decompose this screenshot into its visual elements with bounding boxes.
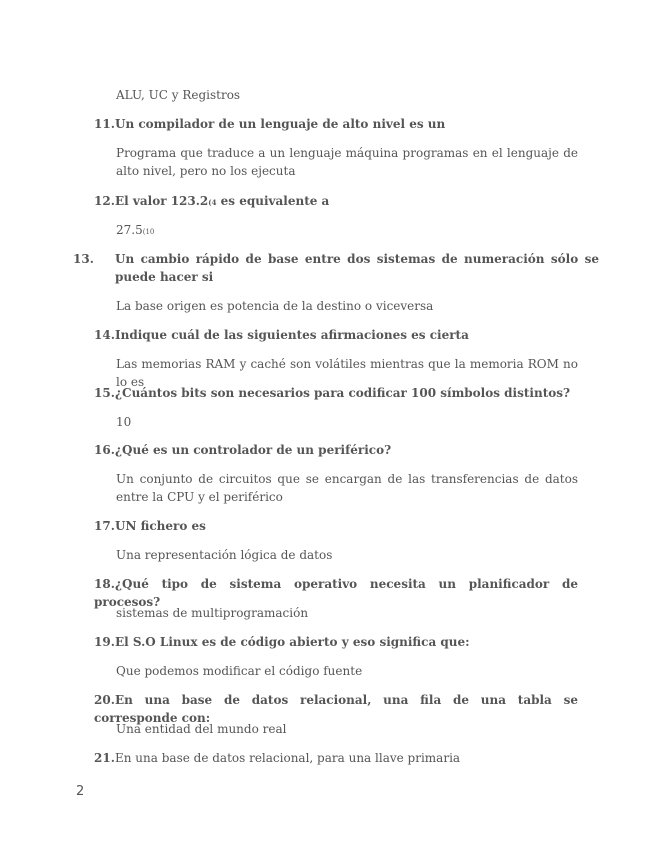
question-text: En una base de datos relacional, para una llave primaria <box>115 751 461 765</box>
answer-16: Un conjunto de circuitos que se encargan de las transferencias de datos entre la CPU y el periférico <box>116 472 578 504</box>
question-number: 15. <box>94 386 115 400</box>
question-text: Un cambio rápido de base entre dos sistemas de numeración sólo se puede hacer si <box>115 252 599 284</box>
question-text: UN fichero es <box>115 519 206 533</box>
question-number: 17. <box>94 519 115 533</box>
question-text: El valor 123.2 <box>115 194 209 208</box>
question-19 <box>94 633 578 651</box>
question-number: 12. <box>94 194 115 208</box>
question-13 <box>73 250 599 286</box>
answer-subscript: (10 <box>142 228 155 236</box>
answer-14: Las memorias RAM y caché son volátiles mientras que la memoria ROM no lo es <box>116 357 578 389</box>
question-number: 19. <box>94 635 115 649</box>
question-text: En una base de datos relacional, una fila de una tabla se corresponde con: <box>94 693 578 725</box>
question-subscript: (4 <box>208 198 217 207</box>
answer-20: Una entidad del mundo real <box>116 722 287 736</box>
question-number: 11. <box>94 117 115 131</box>
question-text: ¿Qué tipo de sistema operativo necesita un planificador de procesos? <box>94 577 578 609</box>
question-15 <box>94 384 578 402</box>
answer-17: Una representación lógica de datos <box>116 548 333 562</box>
answer-15: 10 <box>116 415 132 429</box>
question-14 <box>94 326 578 344</box>
answer-12 <box>116 221 578 241</box>
answer-13: La base origen es potencia de la destino o viceversa <box>116 299 434 313</box>
question-text: Indique cuál de las siguientes afirmaciones es cierta <box>115 328 469 342</box>
question-21 <box>94 749 578 767</box>
page-number: 2 <box>76 784 85 799</box>
answer-value: 27.5 <box>116 223 143 237</box>
answer-11: Programa que traduce a un lenguaje máquina programas en el lenguaje de alto nivel, pero no los ejecuta <box>116 146 578 178</box>
question-11 <box>94 115 578 133</box>
question-number: 20. <box>94 693 115 707</box>
question-text-rest: es equivalente a <box>216 194 330 208</box>
answer-18: sistemas de multiprogramación <box>116 606 309 620</box>
question-number: 13. <box>73 252 94 266</box>
question-number: 14. <box>94 328 115 342</box>
question-16 <box>94 441 578 459</box>
answer-19: Que podemos modificar el código fuente <box>116 664 363 678</box>
answer-10: ALU, UC y Registros <box>116 88 241 102</box>
question-12 <box>94 192 578 212</box>
question-text: ¿Qué es un controlador de un periférico? <box>115 443 392 457</box>
question-text: ¿Cuántos bits son necesarios para codificar 100 símbolos distintos? <box>115 386 571 400</box>
question-text: Un compilador de un lenguaje de alto nivel es un <box>115 117 446 131</box>
question-number: 18. <box>94 577 115 591</box>
question-text: El S.O Linux es de código abierto y eso significa que: <box>115 635 470 649</box>
question-number: 21. <box>94 751 115 765</box>
question-17 <box>94 517 578 535</box>
question-number: 16. <box>94 443 115 457</box>
